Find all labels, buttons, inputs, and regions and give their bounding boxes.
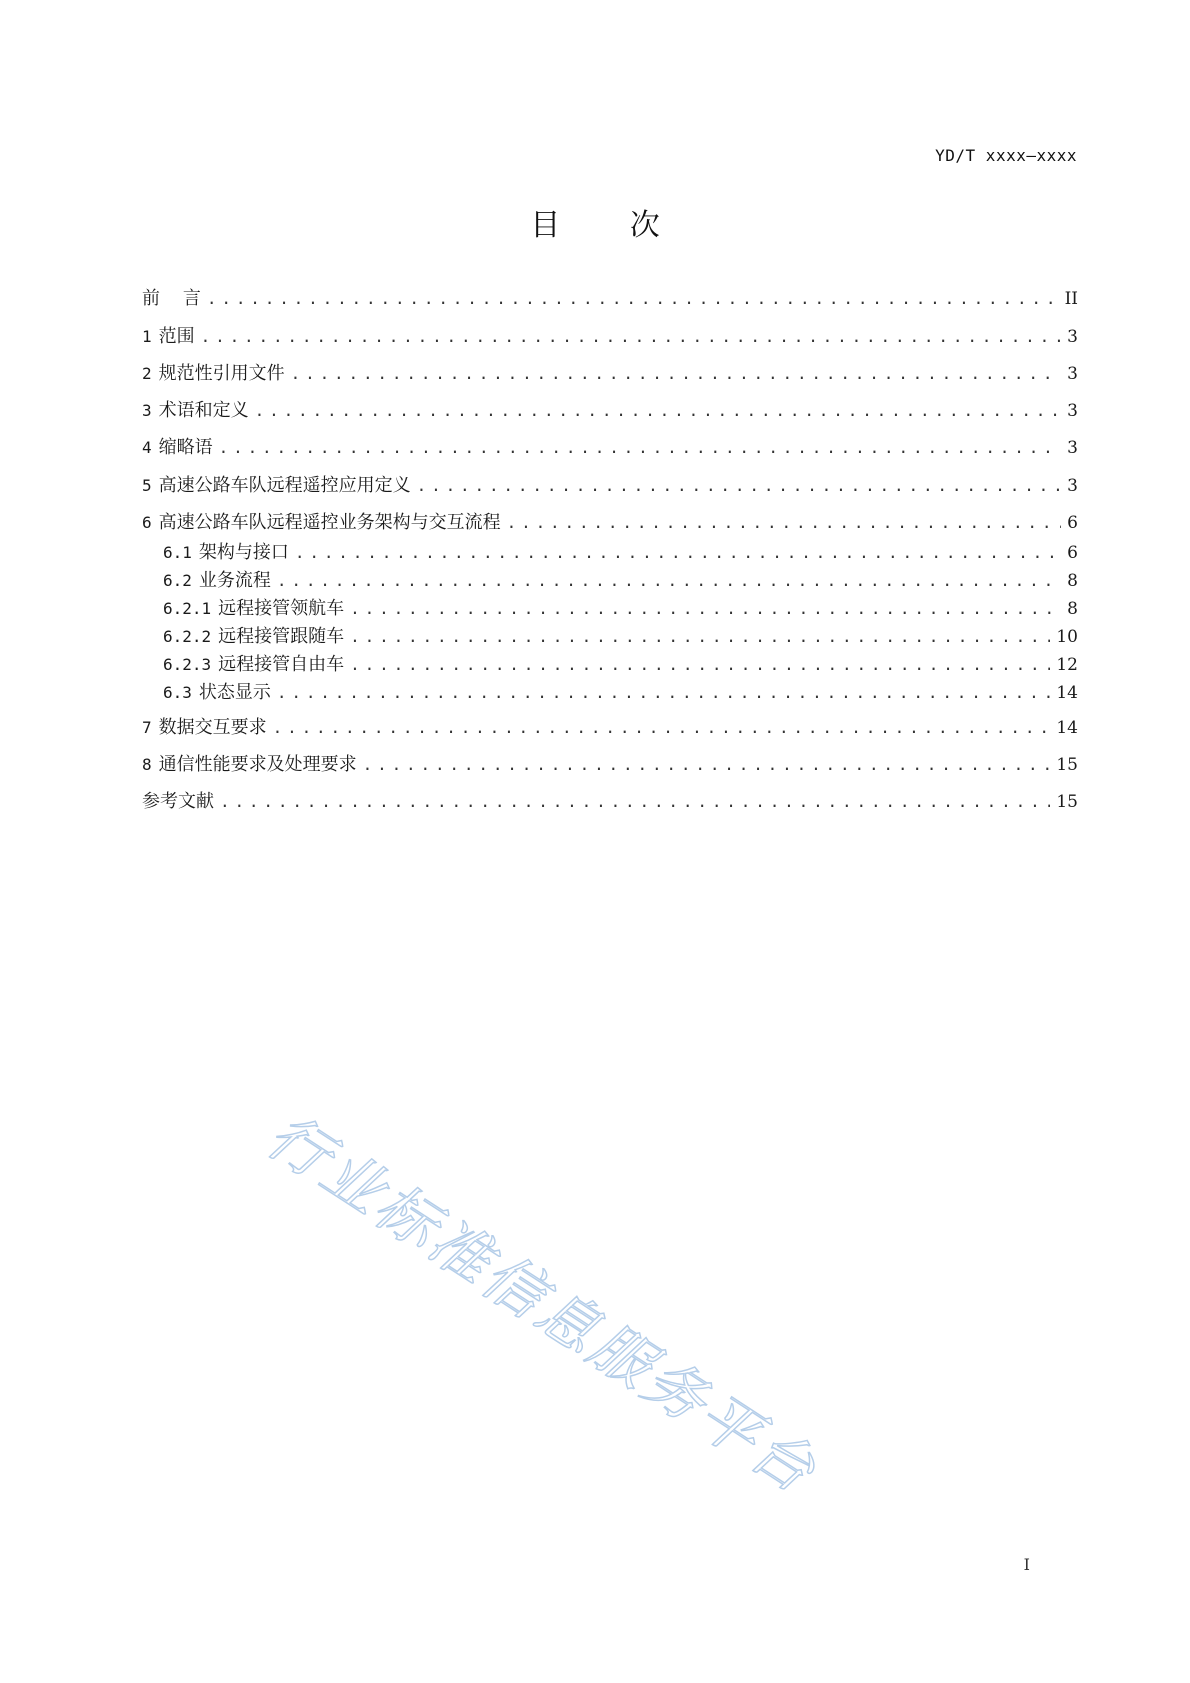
toc-leader-dots <box>277 682 1050 704</box>
document-code: YD/T xxxx—xxxx <box>935 146 1077 165</box>
toc-entry-3[interactable] <box>142 400 1078 422</box>
toc-entry-number: 6.2.1 <box>163 599 212 618</box>
toc-entry-page: 3 <box>1067 401 1078 421</box>
toc-entry-6[interactable] <box>142 512 1078 534</box>
toc-entry-6-1[interactable] <box>163 542 1078 564</box>
toc-entry-label: 术语和定义 <box>158 400 249 421</box>
toc-entry-page: 8 <box>1067 599 1078 619</box>
toc-leader-dots <box>507 512 1062 534</box>
toc-entry-label: 远程接管自由车 <box>218 654 345 675</box>
toc-entry-number: 6.2.2 <box>163 627 212 646</box>
toc-entry-references[interactable] <box>142 791 1078 813</box>
toc-entry-page: 6 <box>1067 513 1078 533</box>
toc-entry-number: 1 <box>142 327 152 346</box>
toc-entry-number: 3 <box>142 401 152 420</box>
toc-leader-dots <box>220 791 1050 813</box>
toc-leader-dots <box>350 654 1050 676</box>
toc-entry-label: 状态显示 <box>198 682 271 703</box>
toc-entry-page: 14 <box>1056 683 1078 703</box>
toc-leader-dots <box>291 363 1062 385</box>
toc-entry-page: 3 <box>1067 438 1078 458</box>
toc-leader-dots <box>363 754 1051 776</box>
toc-entry-6-2-2[interactable] <box>163 626 1078 648</box>
toc-entry-6-3[interactable] <box>163 682 1078 704</box>
toc-entry-number: 6.1 <box>163 543 192 562</box>
toc-entry-page: 15 <box>1056 792 1078 812</box>
toc-entry-number: 6.3 <box>163 683 192 702</box>
toc-entry-number: 6.2.3 <box>163 655 212 674</box>
toc-entry-foreword[interactable] <box>142 288 1078 310</box>
toc-leader-dots <box>417 475 1062 497</box>
toc-leader-dots <box>207 288 1059 310</box>
toc-leader-dots <box>277 570 1061 592</box>
toc-entry-number: 6 <box>142 513 152 532</box>
toc-entry-number: 4 <box>142 438 152 457</box>
toc-entry-page: 12 <box>1056 655 1078 675</box>
toc-entry-page: 10 <box>1056 627 1078 647</box>
toc-entry-label: 数据交互要求 <box>158 717 267 738</box>
toc-entry-label: 范围 <box>158 326 195 347</box>
toc-entry-page: 3 <box>1067 476 1078 496</box>
toc-leader-dots <box>350 598 1061 620</box>
toc-entry-number: 5 <box>142 476 152 495</box>
toc-entry-number: 7 <box>142 718 152 737</box>
toc-entry-page: 6 <box>1067 543 1078 563</box>
toc-entry-number: 8 <box>142 755 152 774</box>
page-title: 目 次 <box>530 208 690 243</box>
toc-entry-number: 6.2 <box>163 571 192 590</box>
toc-entry-page: 14 <box>1056 718 1078 738</box>
toc-entry-label: 参考文献 <box>142 791 214 812</box>
toc-entry-label: 缩略语 <box>158 437 213 458</box>
toc-entry-6-2[interactable] <box>163 570 1078 592</box>
toc-entry-6-2-3[interactable] <box>163 654 1078 676</box>
toc-entry-2[interactable] <box>142 363 1078 385</box>
toc-leader-dots <box>273 717 1051 739</box>
toc-entry-label: 通信性能要求及处理要求 <box>158 754 357 775</box>
toc-leader-dots <box>219 437 1062 459</box>
toc-entry-page: 8 <box>1067 571 1078 591</box>
toc-entry-7[interactable] <box>142 717 1078 739</box>
toc-entry-4[interactable] <box>142 437 1078 459</box>
toc-entry-label: 前 言 <box>142 288 201 309</box>
toc-leader-dots <box>255 400 1062 422</box>
toc-entry-1[interactable] <box>142 326 1078 348</box>
toc-entry-6-2-1[interactable] <box>163 598 1078 620</box>
toc-entry-page: II <box>1064 289 1078 309</box>
toc-entry-8[interactable] <box>142 754 1078 776</box>
toc-entry-page: 3 <box>1067 364 1078 384</box>
toc-entry-label: 架构与接口 <box>198 542 289 563</box>
toc-leader-dots <box>350 626 1050 648</box>
page-number: I <box>1023 1555 1030 1574</box>
toc-entry-page: 3 <box>1067 327 1078 347</box>
toc-entry-label: 业务流程 <box>198 570 271 591</box>
toc-entry-5[interactable] <box>142 475 1078 497</box>
watermark: 行业标准信息服务平台 <box>254 1100 830 1509</box>
toc-entry-label: 高速公路车队远程遥控业务架构与交互流程 <box>158 512 501 533</box>
toc-entry-label: 远程接管领航车 <box>218 598 345 619</box>
toc-leader-dots <box>201 326 1062 348</box>
toc-entry-label: 高速公路车队远程遥控应用定义 <box>158 475 411 496</box>
toc-entry-label: 远程接管跟随车 <box>218 626 345 647</box>
toc-entry-label: 规范性引用文件 <box>158 363 285 384</box>
toc-leader-dots <box>295 542 1061 564</box>
toc-entry-number: 2 <box>142 364 152 383</box>
toc-entry-page: 15 <box>1056 755 1078 775</box>
